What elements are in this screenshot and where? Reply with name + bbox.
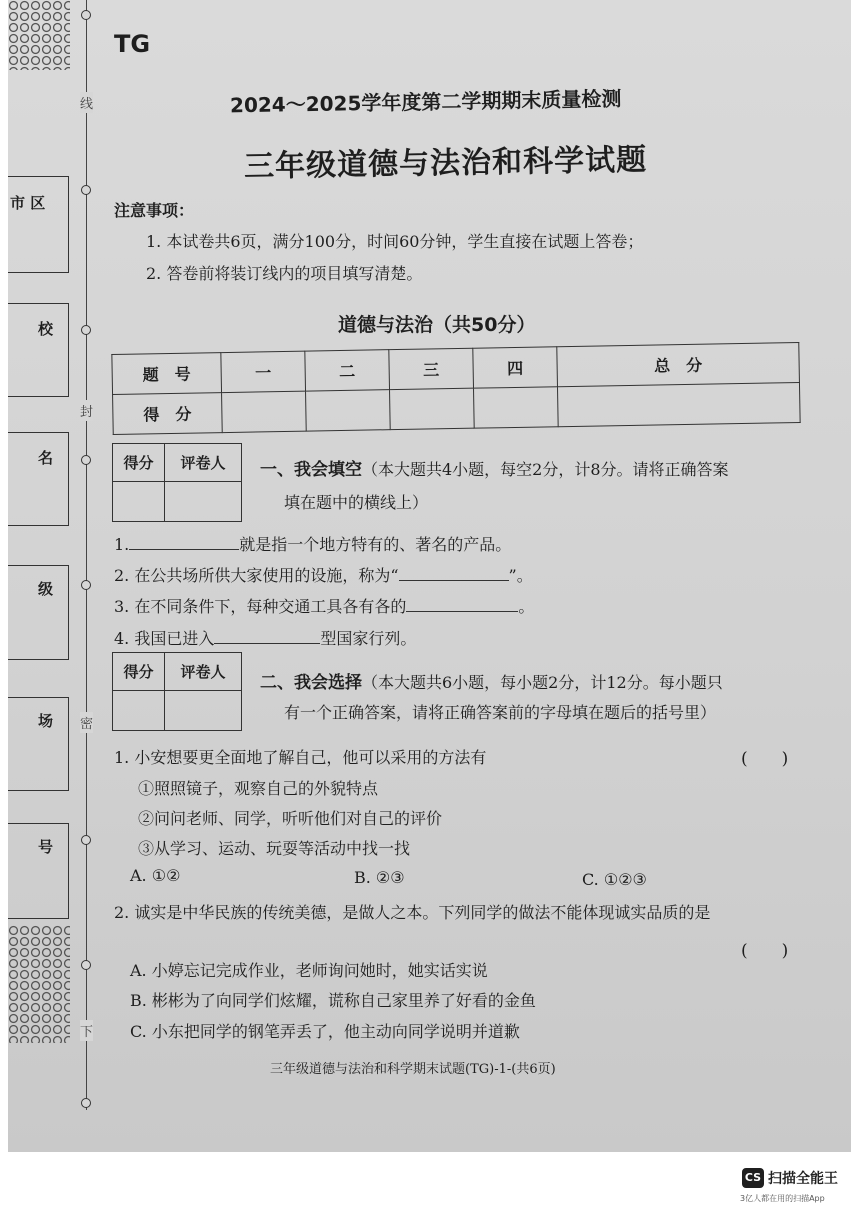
part2-heading: 二、我会选择 (260, 673, 362, 693)
part2-instruction-cont: 有一个正确答案，请将正确答案前的字母填在题后的括号里） (284, 703, 717, 722)
binding-circle (81, 455, 91, 465)
grader-name-cell[interactable] (164, 691, 241, 731)
score-table-header: 一 (221, 351, 306, 392)
score-cell[interactable] (473, 387, 558, 428)
option-b: B. 彬彬为了向同学们炫耀，谎称自己家里养了好看的金鱼 (130, 991, 536, 1010)
grader-box-part2 (112, 652, 242, 731)
margin-dot-pattern-top (8, 0, 70, 70)
answer-blank[interactable] (214, 627, 320, 644)
question-text: 就是指一个地方特有的、著名的产品。 (239, 535, 512, 554)
answer-blank[interactable] (406, 595, 518, 612)
question-text: 3. 在不同条件下，每种交通工具各有各的 (114, 597, 407, 616)
score-table-header: 二 (305, 350, 390, 391)
score-row-label: 得 分 (113, 393, 223, 435)
margin-dot-pattern-bottom (8, 925, 70, 1043)
note-item: 1. 本试卷共6页，满分100分，时间60分钟，学生直接在试题上答卷； (146, 232, 644, 251)
page-footer: 三年级道德与法治和科学期末试题(TG)-1-(共6页) (270, 1062, 556, 1077)
option-a: A. 小婷忘记完成作业，老师询问她时，她实话实说 (130, 961, 488, 980)
binding-mark-feng: 封 (80, 400, 93, 421)
fill-question (114, 626, 416, 649)
binding-line (86, 0, 87, 1110)
grader-name-label: 评卷人 (164, 444, 241, 482)
choice-question-stem: 1. 小安想要更全面地了解自己，他可以采用的方法有 (114, 748, 487, 767)
grader-score-label: 得分 (113, 444, 165, 482)
binding-mark-xian: 线 (80, 92, 93, 113)
notes-heading: 注意事项： (114, 201, 195, 220)
binding-mark-xia: 下 (80, 1020, 93, 1041)
binding-circle (81, 835, 91, 845)
score-cell[interactable] (557, 383, 800, 427)
part2-header (260, 668, 723, 693)
binding-field-label: 号 (38, 838, 54, 856)
part1-instruction: （本大题共4小题，每空2分，计8分。请将正确答案 (362, 460, 729, 479)
grader-score-label: 得分 (113, 653, 165, 691)
score-table-header: 四 (473, 347, 558, 388)
grader-box-part1 (112, 443, 242, 522)
binding-circle (81, 1098, 91, 1108)
option-a: A. ①② (130, 866, 181, 885)
binding-circle (81, 185, 91, 195)
grader-name-label: 评卷人 (164, 653, 241, 691)
question-text: 型国家行列。 (320, 629, 417, 648)
question-text: ”。 (508, 566, 533, 585)
score-cell[interactable] (390, 388, 475, 429)
exam-subtitle: 2024～2025学年度第二学期期末质量检测 (229, 86, 622, 118)
part1-instruction-cont: 填在题中的横线上） (284, 493, 429, 512)
fill-question (114, 563, 533, 586)
binding-field-label: 校 (38, 320, 54, 338)
part2-instruction: （本大题共6小题，每小题2分，计12分。每小题只 (362, 673, 723, 692)
scanner-tagline: 3亿人都在用的扫描App (740, 1194, 825, 1203)
choice-item: ②问问老师、同学，听听他们对自己的评价 (138, 809, 443, 828)
answer-blank[interactable] (399, 564, 509, 581)
binding-field-label: 名 (38, 449, 54, 467)
binding-field-label: 市 区 (10, 194, 46, 212)
grader-score-cell[interactable] (113, 691, 165, 731)
scanner-app-name: 扫描全能王 (768, 1171, 838, 1187)
part1-header (260, 455, 729, 480)
score-table-header: 三 (389, 348, 474, 389)
question-text: 。 (518, 597, 535, 616)
binding-field-district (8, 176, 69, 273)
binding-field-label: 级 (38, 580, 54, 598)
option-b: B. ②③ (354, 868, 405, 887)
binding-circle (81, 960, 91, 970)
grader-name-cell[interactable] (164, 482, 241, 522)
option-c: C. ①②③ (582, 870, 647, 889)
answer-parentheses[interactable]: ( ) (741, 749, 789, 769)
question-text: 1. (114, 535, 130, 554)
score-table-header: 题 号 (112, 353, 222, 395)
header-code: TG (114, 30, 151, 58)
scanned-page-photo (8, 0, 851, 1152)
grader-score-cell[interactable] (113, 482, 165, 522)
option-c: C. 小东把同学的钢笔弄丢了，他主动向同学说明并道歉 (130, 1022, 520, 1041)
binding-circle (81, 10, 91, 20)
section-title: 道德与法治（共50分） (338, 314, 536, 336)
binding-mark-mi: 密 (80, 712, 93, 733)
binding-circle (81, 325, 91, 335)
scanner-logo-icon: CS (742, 1168, 764, 1188)
question-text: 4. 我国已进入 (114, 629, 215, 648)
choice-question-stem: 2. 诚实是中华民族的传统美德，是做人之本。下列同学的做法不能体现诚实品质的是 (114, 903, 711, 922)
choice-item: ①照照镜子，观察自己的外貌特点 (138, 779, 379, 798)
binding-circle (81, 580, 91, 590)
note-item: 2. 答卷前将装订线内的项目填写清楚。 (146, 264, 423, 283)
score-cell[interactable] (306, 390, 391, 431)
answer-blank[interactable] (129, 533, 239, 550)
binding-field-label: 场 (38, 712, 54, 730)
part1-heading: 一、我会填空 (260, 460, 362, 480)
choice-item: ③从学习、运动、玩耍等活动中找一找 (138, 839, 411, 858)
fill-question (114, 594, 534, 617)
score-table (111, 342, 800, 435)
score-cell[interactable] (222, 391, 307, 432)
score-table-header: 总 分 (557, 343, 800, 387)
fill-question (114, 532, 511, 555)
answer-parentheses[interactable]: ( ) (741, 941, 789, 961)
exam-title: 三年级道德与法治和科学试题 (243, 142, 648, 185)
question-text: 2. 在公共场所供大家使用的设施，称为“ (114, 566, 399, 585)
